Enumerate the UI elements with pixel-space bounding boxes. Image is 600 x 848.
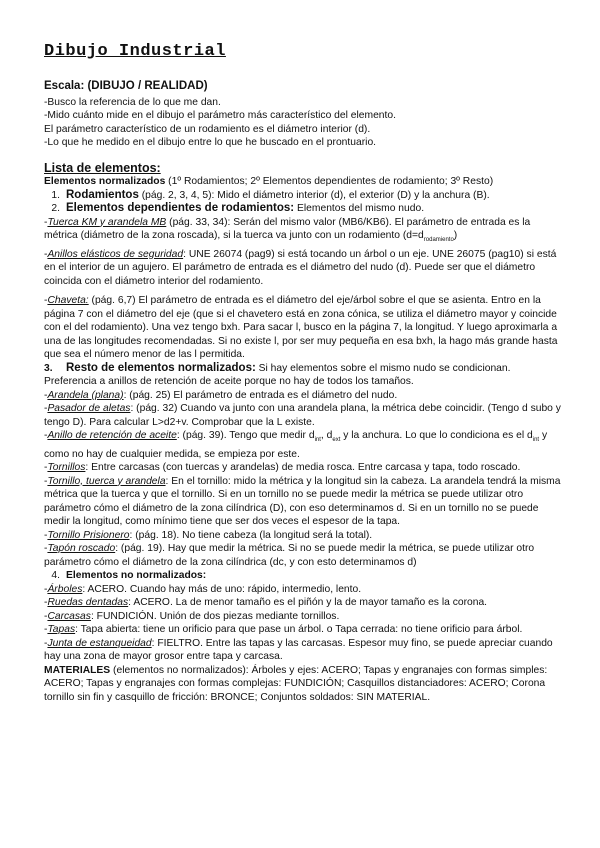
escala-line-2: -Mido cuánto mide en el dibujo el parámetro más característico del elemento. (44, 110, 396, 121)
item-label: Ruedas dentadas (47, 597, 129, 609)
item-arboles: -Árboles: ACERO. Cuando hay más de uno: rápido, intermedio, lento. (44, 583, 362, 595)
item-tapon: -Tapón roscado: (pág. 19). Hay que medir la métrica. Si no se puede medir la métrica, se puede utilizar otro parámetro cómo el diámetro de la zona cilíndrica (dc, y con esto determinamos d) (44, 543, 535, 568)
section-title: Resto de elementos normalizados: (66, 361, 256, 374)
item-tuerca: -Tuerca KM y arandela MB (pág. 33, 34): Serán del mismo valor (MB6/KB6). El parámetro de entrada es la métrica (diámetro de la zona roscada), si la tuerca va junto con un rodamiento $(d=d_{rodamiento})$ (44, 216, 531, 244)
item-text: : FUNDICIÓN. Unión de dos piezas mediante tornillos. (90, 610, 340, 622)
item-text: : ACERO. La de menor tamaño es el piñón y la de mayor tamaño es la corona. (128, 597, 488, 609)
item-text: (pág. 33, 34): Serán del mismo valor (MB6/KB6). El parámetro de entrada es la métrica (diámetro de la zona roscada), si la tuerca va junto con un rodamiento (d=d (44, 216, 531, 241)
section-number: 2. (51, 203, 60, 214)
section-dependientes (44, 202, 564, 216)
section-title: Rodamientos (66, 188, 139, 201)
item-label: Tornillo, tuerca y arandela (47, 475, 166, 487)
item-label: Tornillos (47, 462, 86, 474)
item-subscript: rodamiento (423, 237, 454, 244)
item-text: : (pág. 39). Tengo que medir d (176, 430, 315, 442)
item-text: : ACERO. Cuando hay más de uno: rápido, intermedio, lento. (82, 583, 362, 595)
item-text: : En el tornillo: mido la métrica y la longitud sin la cabeza. La arandela tendrá la misma métrica que la tuerca y que el tornillo. Si en un tornillo no se puede medir la métrica se puede utilizar otro parámetro cómo el diámetro de la zona cilíndrica (D), con eso determinamos d. Si en un tornillo no se puede medir la longitud, como mínimo tiene que ser dos veces el espesor de la tapa. (44, 475, 561, 528)
item-text: , d (320, 430, 333, 442)
item-pasador: -Pasador de aletas: (pág. 32) Cuando va junto con una arandela plana, la métrica debe coincidir. (Tengo d subo y tengo D). Para calcular L>d2+v. Comprobar que la L existe. (44, 403, 561, 428)
section-title: Elementos no normalizados: (66, 570, 207, 582)
section-text: Si hay elementos sobre el mismo nudo se condicionan. Preferencia a anillos de retención de aceite porque no hay de todos los tamaños. (44, 362, 511, 388)
item-text: : Tapa abierta: tiene un orificio para que pase un árbol. o Tapa cerrada: no tiene orificio para árbol. (75, 624, 523, 636)
section-text: (pág. 2, 3, 4, 5): Mido el diámetro interior (d), el exterior (D) y la anchura (B). (138, 189, 490, 201)
item-text: : UNE 26074 (pag9) si está tocando un árbol o un eje. UNE 26075 (pag10) si está en el interior de un agujero. El parámetro de entrada es el diámetro del nudo (d). Puede ser que el diámetro coincida con el diámetro interior del rodamiento. (44, 248, 557, 287)
item-text: y como no hay de cualquier medida, se empieza por este. (44, 430, 548, 460)
item-text: : Entre carcasas (con tuercas y arandelas) de media rosca. Entre carcasa y tapa, todo roscado. (85, 462, 521, 474)
item-label: Anillo de retención de aceite (47, 430, 177, 442)
materiales-label: MATERIALES (44, 664, 111, 676)
item-text: : (pág. 18). No tiene cabeza (la longitud será la total). (129, 529, 373, 541)
materiales-text: (elementos no normalizados): Árboles y ejes: ACERO; Tapas y engranajes con formas simples: ACERO; Tapas y engranajes con formas complejas: FUNDICIÓN; Casquillos distanciadores: ACERO; Corona tornillo sin fin y casquillo de fricción: BRONCE; Conjuntos soldados: SIN MATERIAL. (44, 664, 548, 703)
item-tapas: -Tapas: Tapa abierta: tiene un orificio para que pase un árbol. o Tapa cerrada: no tiene orificio para árbol. (44, 624, 523, 636)
item-subscript: int (532, 437, 540, 444)
section-number: 3. (44, 362, 53, 374)
item-text: y la anchura. Lo que lo condiciona es el d (340, 430, 533, 442)
page-title: Dibujo Industrial (44, 42, 226, 61)
item-label: Arandela (plana) (47, 389, 124, 401)
item-carcasas: -Carcasas: FUNDICIÓN. Unión de dos piezas mediante tornillos. (44, 610, 340, 622)
item-anillo-retencion: -Anillo de retención de aceite: (pág. 39). Tengo que medir $d_{int}$, $d_{ext}$ y la anchura. Lo que lo condiciona es el $d_{int}$ y como no hay de cualquier medida, se empieza por este. (44, 430, 548, 460)
item-label: Tuerca KM y arandela MB (47, 216, 167, 228)
item-ruedas: -Ruedas dentadas: ACERO. La de menor tamaño es el piñón y la de mayor tamaño es la corona. (44, 597, 488, 609)
section-title: Elementos dependientes de rodamientos: (66, 202, 295, 214)
item-label: Anillos elásticos de seguridad (47, 248, 184, 260)
escala-line-1: -Busco la referencia de lo que me dan. (44, 96, 221, 108)
item-label: Junta de estanqueidad (47, 637, 152, 649)
item-label: Tornillo Prisionero (47, 529, 130, 541)
section-resto (44, 362, 564, 389)
normalizados-label: Elementos normalizados (44, 176, 166, 187)
section-rodamientos (44, 189, 564, 203)
section-number: 4. (51, 570, 60, 582)
normalizados-text: (1º Rodamientos; 2º Elementos dependientes de rodamiento; 3º Resto) (165, 176, 494, 187)
section-number: 1. (51, 189, 60, 201)
item-text: : (pág. 19). Hay que medir la métrica. Si no se puede medir la métrica, se puede utilizar otro parámetro cómo el diámetro de la zona cilíndrica (dc, y con esto determinamos d) (44, 543, 535, 568)
escala-line-3: El parámetro característico de un rodamiento es el diámetro interior (d). (44, 123, 371, 135)
item-label: Tapón roscado (47, 543, 116, 555)
item-text: : (pág. 25) El parámetro de entrada es el diámetro del nudo. (123, 389, 398, 401)
item-subscript: ext (332, 437, 341, 444)
escala-heading: Escala: (DIBUJO / REALIDAD) (44, 80, 208, 92)
item-label: Árboles (47, 583, 83, 595)
section-text: Elementos del mismo nudo. (294, 203, 425, 214)
item-tornillo-tuerca-arandela: -Tornillo, tuerca y arandela: En el tornillo: mido la métrica y la longitud sin la cabeza. La arandela tendrá la misma métrica que la tuerca y que el tornillo. Si en un tornillo no se puede medir la métrica se puede utilizar otro parámetro cómo el diámetro de la zona cilíndrica (D), con eso determinamos d. Si en un tornillo no se puede medir la longitud, como mínimo tiene que ser dos veces el espesor de la tapa. (44, 475, 561, 528)
item-anillos: -Anillos elásticos de seguridad: UNE 26074 (pag9) si está tocando un árbol o un eje. UNE 26075 (pag10) si está en el interior de un agujero. El parámetro de entrada es el diámetro del nudo (d). Puede ser que el diámetro coincida con el diámetro interior del rodamiento. (44, 248, 557, 287)
item-chaveta: -Chaveta: (pág. 6,7) El parámetro de entrada es el diámetro del eje/árbol sobre el que se asienta. Entro en la página 7 con el diámetro del eje (que si el chavetero está en zona cónica, se utiliza el diámetro mayor y coincide con el del rodamiento). Una vez tengo bxh. Para sacar l, busco en la página 7, la longitud. Y luego aproximarla a una de las longitudes recomendadas. Si no existe l, por ser muy pequeña en esa bxh, la hago más grande hasta que sea el número menor de las l permitida. (44, 295, 558, 361)
item-label: Pasador de aletas (47, 403, 131, 415)
document-body (44, 80, 564, 704)
item-label: Chaveta: (47, 295, 89, 307)
item-text: (pág. 6,7) El parámetro de entrada es el diámetro del eje/árbol sobre el que se asienta. Entro en la página 7 con el diámetro del eje (que si el chavetero está en zona cónica, se utiliza el diámetro mayor y coincide con el del rodamiento). Una vez tengo bxh. Para sacar l, busco en la página 7, la longitud. Y luego aproximarla a una de las longitudes recomendadas. Si no existe l, por ser muy pequeña en esa bxh, la hago más grande hasta que sea el número menor de las l permitida. (44, 295, 558, 361)
item-prisionero: -Tornillo Prisionero: (pág. 18). No tiene cabeza (la longitud será la total). (44, 529, 373, 541)
item-tornillos: -Tornillos: Entre carcasas (con tuercas y arandelas) de media rosca. Entre carcasa y tapa, todo roscado. (44, 462, 521, 474)
item-junta: -Junta de estanqueidad: FIELTRO. Entre las tapas y las carcasas. Espesor muy fino, se puede apreciar cuando hay una zona de mayor grosor entre tapa y carcasa. (44, 637, 553, 663)
item-label: Carcasas (47, 610, 91, 622)
item-text-end: ) (453, 230, 458, 241)
materiales-paragraph (44, 664, 564, 705)
escala-line-4: -Lo que he medido en el dibujo entre lo que he buscado en el prontuario. (44, 137, 377, 148)
item-text: : FIELTRO. Entre las tapas y las carcasas. Espesor muy fino, se puede apreciar cuando hay una zona de mayor grosor entre tapa y carcasa. (44, 637, 553, 663)
item-label: Tapas (47, 624, 76, 636)
item-subscript: int (314, 437, 321, 444)
section-no-normalizados (44, 569, 564, 583)
normalizados-line (44, 175, 564, 189)
lista-heading: Lista de elementos: (44, 160, 161, 175)
item-text: : (pág. 32) Cuando va junto con una arandela plana, la métrica debe coincidir. (Tengo d subo y tengo D). Para calcular L>d2+v. Comprobar que la L existe. (44, 403, 561, 428)
item-arandela: -Arandela (plana): (pág. 25) El parámetro de entrada es el diámetro del nudo. (44, 389, 398, 401)
